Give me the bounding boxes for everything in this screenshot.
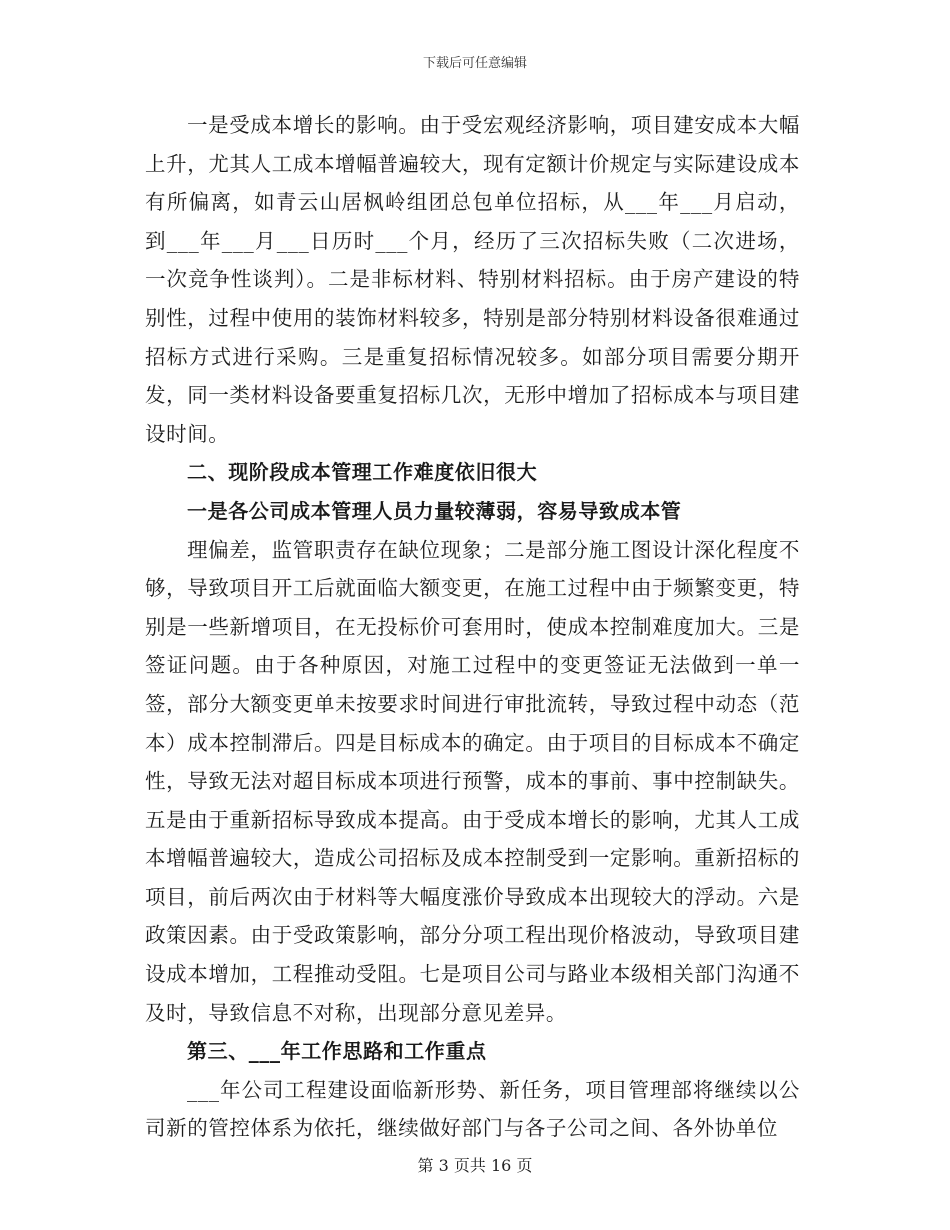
section-heading-work-plan: 第三、___年工作思路和工作重点 — [187, 1039, 487, 1064]
paragraph-work-plan: ___年公司工程建设面临新形势、新任务，项目管理部将继续以公司新的管控体系为依托，继续做好部门与各子公司之间、各外协单位 — [145, 1077, 800, 1141]
bold-lead-sentence: 一是各公司成本管理人员力量较薄弱，容易导致成本管 — [187, 498, 682, 523]
paragraph-cost-growth: 一是受成本增长的影响。由于受宏观经济影响，项目建安成本大幅上升，尤其人工成本增幅普遍较大，现有定额计价规定与实际建设成本有所偏离，如青云山居枫岭组团总包单位招标，从___年___月启动，到___年___月___日历时___个月，经历了三次招标失败（二次进场，一次竞争性谈判）。二是非标材料、特别材料招标。由于房产建设的特别性，过程中使用的装饰材料较多，特别是部分特别材料设备很难通过招标方式进行采购。三是重复招标情况较多。如部分项目需要分期开发，同一类材料设备要重复招标几次，无形中增加了招标成本与项目建设时间。 — [145, 113, 800, 446]
document-body — [145, 106, 800, 1148]
page-number-footer: 第 3 页共 16 页 — [417, 1156, 533, 1175]
paragraph-cost-management-issues: 理偏差，监管职责存在缺位现象；二是部分施工图设计深化程度不够，导致项目开工后就面临大额变更，在施工过程中由于频繁变更，特别是一些新增项目，在无投标价可套用时，使成本控制难度加大。三是签证问题。由于各种原因，对施工过程中的变更签证无法做到一单一签，部分大额变更单未按要求时间进行审批流转，导致过程中动态（范本）成本控制滞后。四是目标成本的确定。由于项目的目标成本不确定性，导致无法对超目标成本项进行预警，成本的事前、事中控制缺失。五是由于重新招标导致成本提高。由于受成本增长的影响，尤其人工成本增幅普遍较大，造成公司招标及成本控制受到一定影响。重新招标的项目，前后两次由于材料等大幅度涨价导致成本出现较大的浮动。六是政策因素。由于受政策影响，部分分项工程出现价格波动，导致项目建设成本增加，工程推动受阻。七是项目公司与路业本级相关部门沟通不及时，导致信息不对称，出现部分意见差异。 — [145, 537, 800, 1025]
section-heading-cost-management: 二、现阶段成本管理工作难度依旧很大 — [187, 460, 538, 485]
page-header: 下载后可任意编辑 — [422, 56, 527, 71]
